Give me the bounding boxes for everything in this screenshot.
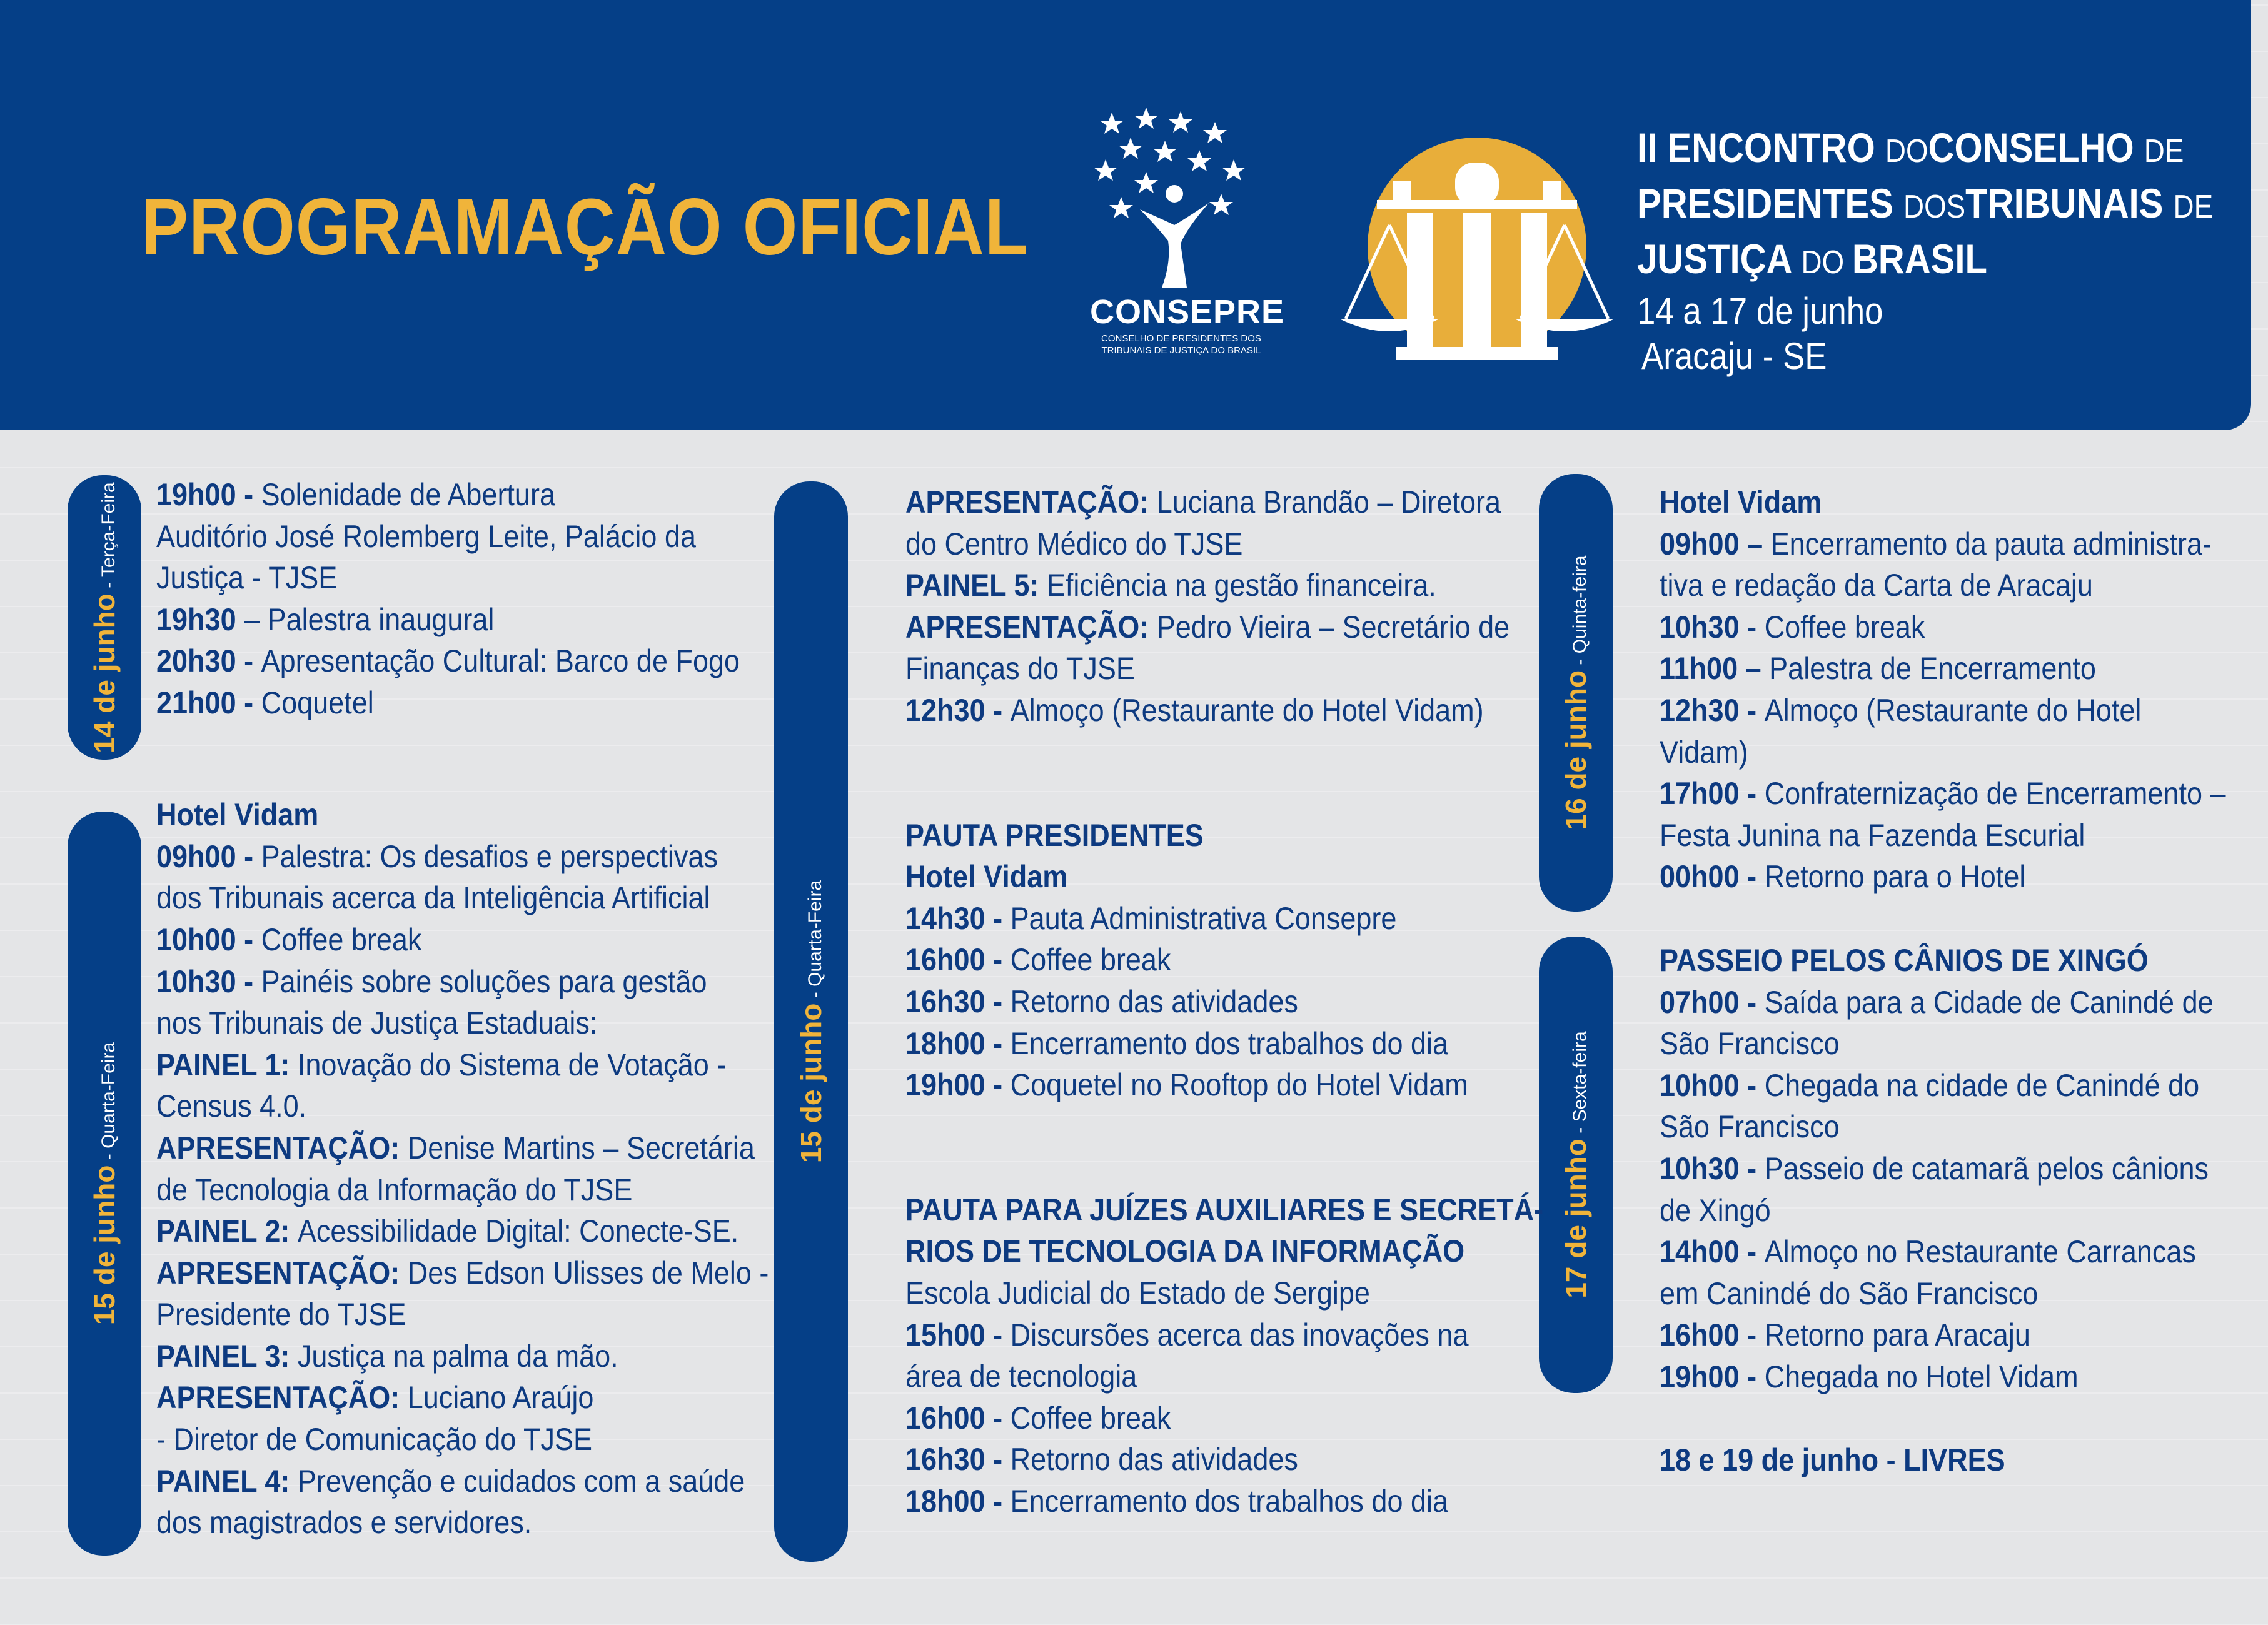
schedule-item: PAINEL 4: Prevenção e cuidados com a saúde: [156, 1463, 745, 1499]
schedule-item: 14h00 - Almoço no Restaurante Carrancas: [1660, 1234, 2196, 1270]
schedule-item: APRESENTAÇÃO: Pedro Vieira – Secretário de: [905, 609, 1510, 645]
day-tab-14: 14 de junho - Terça-Feira: [68, 475, 141, 760]
schedule-item: 19h30 – Palestra inaugural: [156, 601, 495, 637]
schedule-item: Festa Junina na Fazenda Escurial: [1660, 817, 2085, 853]
schedule-day-14: [156, 474, 837, 724]
schedule-item: dos Tribunais acerca da Inteligência Artificial: [156, 880, 710, 916]
event-title-line-3: JUSTIÇA DO BRASIL: [1637, 236, 1988, 282]
justice-emblem-icon: [1333, 138, 1621, 363]
schedule-item: PAINEL 1: Inovação do Sistema de Votação -: [156, 1047, 727, 1082]
schedule-item: 14h30 - Pauta Administrativa Consepre: [905, 900, 1397, 936]
schedule-item: de Xingó: [1660, 1192, 1771, 1228]
header-banner: [0, 0, 2251, 430]
schedule-item: Finanças do TJSE: [905, 651, 1135, 687]
schedule-item: 16h00 - Coffee break: [905, 1400, 1171, 1436]
schedule-item: APRESENTAÇÃO: Des Edson Ulisses de Melo -: [156, 1255, 769, 1290]
schedule-item: 10h30 - Painéis sobre soluções para gestão: [156, 963, 707, 999]
day-tab-16: 16 de junho - Quinta-feira: [1539, 474, 1613, 912]
schedule-item: Hotel Vidam: [1660, 485, 1822, 520]
schedule-item: 19h00 - Solenidade de Abertura: [156, 477, 555, 512]
schedule-item: APRESENTAÇÃO: Luciana Brandão – Diretora: [905, 485, 1501, 520]
schedule-item: PAINEL 5: Eficiência na gestão financeira.: [905, 568, 1436, 603]
section-heading: PASSEIO PELOS CÂNIOS DE XINGÓ: [1660, 942, 2149, 978]
schedule-item: do Centro Médico do TJSE: [905, 526, 1243, 561]
schedule-item: 16h30 - Retorno das atividades: [905, 984, 1298, 1019]
schedule-item: São Francisco: [1660, 1109, 1840, 1145]
schedule-item: 12h30 - Almoço (Restaurante do Hotel Vidam): [905, 692, 1484, 728]
schedule-item: Presidente do TJSE: [156, 1297, 406, 1332]
schedule-col-1: [156, 474, 837, 1544]
event-title-line-2: PRESIDENTES DOSTRIBUNAIS DE: [1637, 180, 2214, 226]
event-title-block: [1637, 122, 2213, 379]
event-city: Aracaju - SE: [1641, 335, 1827, 377]
schedule-item: 10h00 - Chegada na cidade de Canindé do: [1660, 1067, 2200, 1103]
schedule-item: 19h00 - Coquetel no Rooftop do Hotel Vidam: [905, 1067, 1468, 1103]
free-days-note: 18 e 19 de junho - LIVRES: [1660, 1442, 2005, 1478]
page-title: PROGRAMAÇÃO OFICIAL: [141, 183, 1029, 272]
schedule-item: em Canindé do São Francisco: [1660, 1275, 2039, 1311]
schedule-item: 10h30 - Coffee break: [1660, 609, 1925, 645]
schedule-item: nos Tribunais de Justiça Estaduais:: [156, 1005, 598, 1041]
schedule-item: Vidam): [1660, 734, 1748, 770]
schedule-item: 12h30 - Almoço (Restaurante do Hotel: [1660, 692, 2142, 728]
schedule-item: PAINEL 2: Acessibilidade Digital: Conecte-SE.: [156, 1214, 739, 1249]
event-title-line-1: II ENCONTRO DOCONSELHO DE: [1637, 124, 2184, 171]
schedule-item: 17h00 - Confraternização de Encerramento –: [1660, 776, 2226, 812]
schedule-item: 09h00 - Palestra: Os desafios e perspectivas: [156, 838, 718, 874]
schedule-item: Hotel Vidam: [905, 859, 1068, 895]
schedule-item: 18h00 - Encerramento dos trabalhos do dia: [905, 1025, 1449, 1061]
schedule-item: 20h30 - Apresentação Cultural: Barco de Fogo: [156, 643, 740, 679]
schedule-item: 11h00 – Palestra de Encerramento: [1660, 651, 2096, 687]
schedule-item: 18h00 - Encerramento dos trabalhos do dia: [905, 1483, 1449, 1519]
consepre-tree-icon: [1087, 100, 1274, 294]
schedule-item: 07h00 - Saída para a Cidade de Canindé de: [1660, 984, 2214, 1020]
schedule-pauta-juizes: [905, 1189, 1614, 1522]
schedule-item: Justiça - TJSE: [156, 560, 338, 596]
consepre-subtitle: CONSELHO DE PRESIDENTES DOS TRIBUNAIS DE JUSTIÇA DO BRASIL: [1101, 333, 1261, 356]
section-heading: PAUTA PARA JUÍZES AUXILIARES E SECRETÁ-: [905, 1192, 1544, 1227]
schedule-item: 16h00 - Retorno para Aracaju: [1660, 1317, 2030, 1353]
day-tab-17: 17 de junho - Sexta-feira: [1539, 937, 1613, 1393]
section-heading: RIOS DE TECNOLOGIA DA INFORMAÇÃO: [905, 1234, 1465, 1269]
consepre-name: CONSEPRE: [1090, 293, 1285, 331]
schedule-col-2: [905, 481, 1614, 1522]
schedule-item: PAINEL 3: Justiça na palma da mão.: [156, 1338, 618, 1374]
schedule-item: APRESENTAÇÃO: Denise Martins – Secretária: [156, 1130, 755, 1165]
schedule-item: 09h00 – Encerramento da pauta administra-: [1660, 526, 2212, 561]
schedule-item: Hotel Vidam: [156, 797, 319, 833]
event-dates: 14 a 17 de junho: [1637, 290, 1883, 332]
schedule-item: 16h30 - Retorno das atividades: [905, 1442, 1298, 1477]
schedule-item: 16h00 - Coffee break: [905, 942, 1171, 978]
schedule-item: 19h00 - Chegada no Hotel Vidam: [1660, 1359, 2079, 1394]
schedule-day-16: [1660, 481, 2268, 898]
schedule-item: 10h30 - Passeio de catamarã pelos cânions: [1660, 1150, 2209, 1186]
day-tab-15: 15 de junho - Quarta-Feira: [68, 812, 141, 1556]
schedule-item: 10h00 - Coffee break: [156, 922, 422, 957]
schedule-pauta-presidentes: [905, 815, 1614, 1106]
schedule-item: Escola Judicial do Estado de Sergipe: [905, 1275, 1370, 1311]
schedule-item: APRESENTAÇÃO: Luciano Araújo: [156, 1380, 594, 1416]
schedule-item: tiva e redação da Carta de Aracaju: [1660, 568, 2093, 603]
schedule-item: - Diretor de Comunicação do TJSE: [156, 1422, 592, 1457]
schedule-item: 21h00 - Coquetel: [156, 685, 374, 720]
schedule-item: Census 4.0.: [156, 1089, 307, 1124]
schedule-item: dos magistrados e servidores.: [156, 1505, 532, 1541]
section-heading: PAUTA PRESIDENTES: [905, 817, 1204, 853]
schedule-day-15-a: [156, 794, 837, 1544]
schedule-item: área de tecnologia: [905, 1359, 1137, 1394]
schedule-col-3: [1660, 481, 2268, 1481]
schedule-item: São Francisco: [1660, 1026, 1840, 1062]
schedule-day-17: [1660, 940, 2268, 1398]
schedule-item: 00h00 - Retorno para o Hotel: [1660, 859, 2026, 895]
schedule-item: 15h00 - Discursões acerca das inovações na: [905, 1317, 1469, 1352]
schedule-item: Auditório José Rolemberg Leite, Palácio da: [156, 518, 697, 554]
schedule-day-15-b: [905, 481, 1614, 732]
day-tab-15-continued: 15 de junho - Quarta-Feira: [774, 481, 848, 1562]
schedule-item: de Tecnologia da Informação do TJSE: [156, 1172, 633, 1207]
